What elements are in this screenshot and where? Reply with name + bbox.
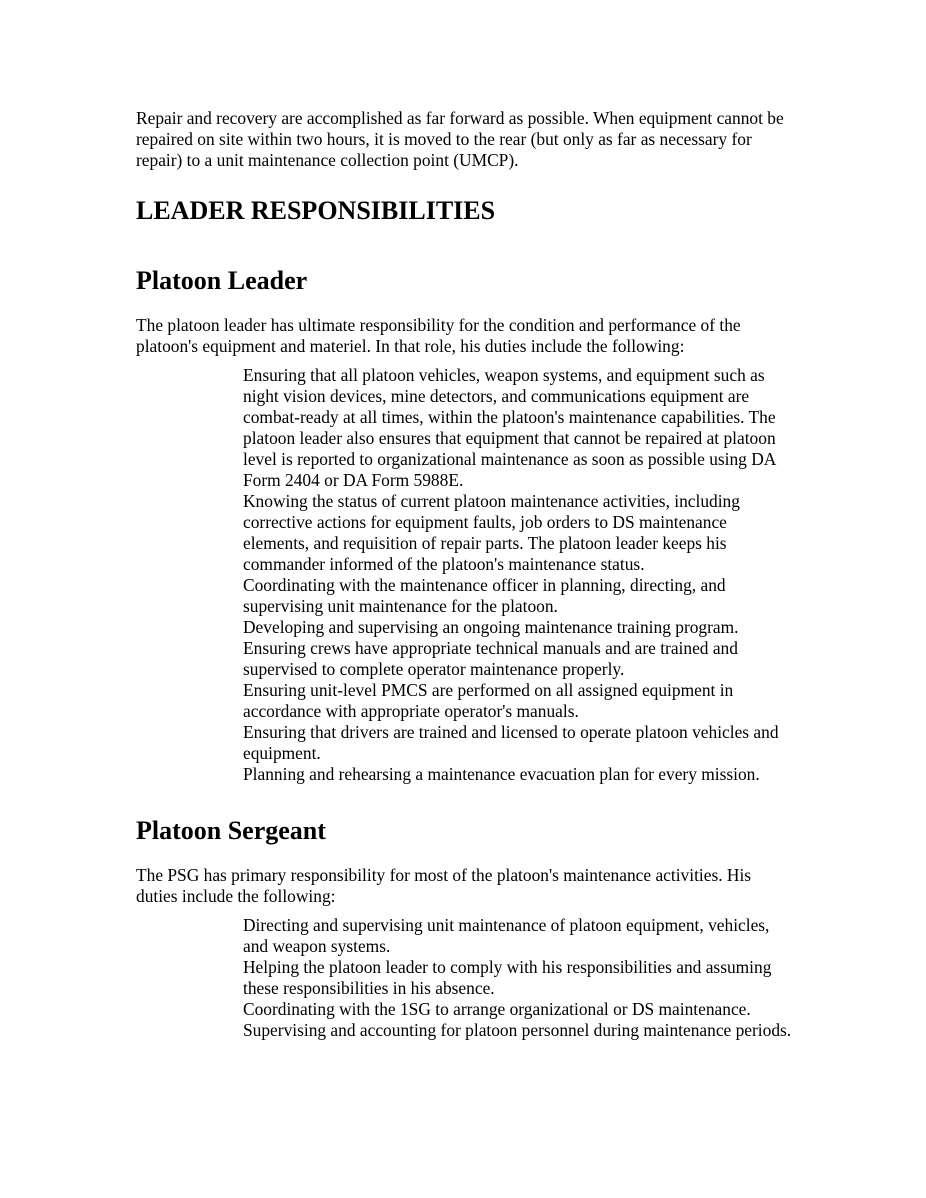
duty-item: Planning and rehearsing a maintenance evacuation plan for every mission. [243,764,760,784]
duty-item: Ensuring that drivers are trained and licensed to operate platoon vehicles and equipment. [243,722,779,763]
duty-item: Helping the platoon leader to comply with his responsibilities and assuming these responsibilities in his absence. [243,957,772,998]
duty-item: Supervising and accounting for platoon personnel during maintenance periods. [243,1020,792,1040]
document-page [136,108,796,1041]
duty-item: Coordinating with the 1SG to arrange organizational or DS maintenance. [243,999,751,1019]
platoon-leader-heading: Platoon Leader [136,266,308,295]
section-title: LEADER RESPONSIBILITIES [136,196,496,225]
duty-item: Ensuring that all platoon vehicles, weapon systems, and equipment such as night vision devices, mine detectors, and communications equipment are combat-ready at all times, within the platoon's maintenance capabilities. The platoon leader also ensures that equipment that cannot be repaired at platoon level is reported to organizational maintenance as soon as possible using DA Form 2404 or DA Form 5988E. [243,365,776,490]
platoon-sergeant-intro: The PSG has primary responsibility for most of the platoon's maintenance activities. His duties include the following: [136,865,752,906]
duty-item: Coordinating with the maintenance officer in planning, directing, and supervising unit maintenance for the platoon. [243,575,726,616]
duty-item: Ensuring unit-level PMCS are performed on all assigned equipment in accordance with appropriate operator's manuals. [243,680,734,721]
platoon-leader-duties-list [136,365,796,785]
duty-item: Knowing the status of current platoon maintenance activities, including corrective actions for equipment faults, job orders to DS maintenance elements, and requisition of repair parts. The platoon leader keeps his commander informed of the platoon's maintenance status. [243,491,740,574]
duty-item: Ensuring crews have appropriate technical manuals and are trained and supervised to complete operator maintenance properly. [243,638,738,679]
platoon-leader-intro: The platoon leader has ultimate responsibility for the condition and performance of the platoon's equipment and materiel. In that role, his duties include the following: [136,315,741,356]
duty-item: Directing and supervising unit maintenance of platoon equipment, vehicles, and weapon systems. [243,915,770,956]
duty-item: Developing and supervising an ongoing maintenance training program. [243,617,739,637]
intro-paragraph: Repair and recovery are accomplished as far forward as possible. When equipment cannot be repaired on site within two hours, it is moved to the rear (but only as far as necessary for repair) to a unit maintenance collection point (UMCP). [136,108,784,170]
platoon-sergeant-heading: Platoon Sergeant [136,816,326,845]
platoon-sergeant-duties-list [136,915,796,1041]
